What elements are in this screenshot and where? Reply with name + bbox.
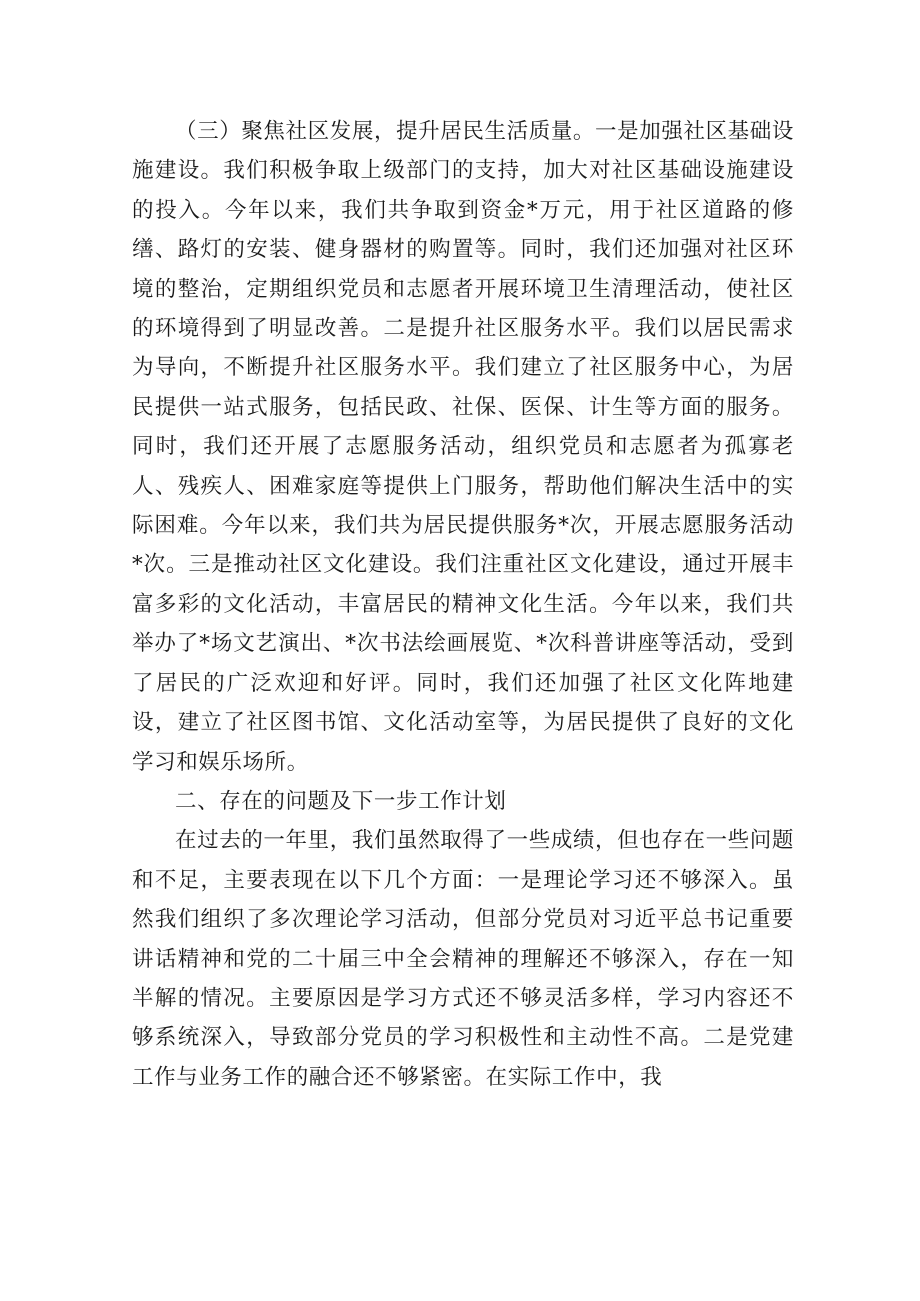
section-heading-problems-and-plan: 二、存在的问题及下一步工作计划: [175, 788, 507, 814]
paragraph-problems: 在过去的一年里，我们虽然取得了一些成绩，但也存在一些问题和不足，主要表现在以下几个方面：一是理论学习还不够深入。虽然我们组织了多次理论学习活动，但部分党员对习近平总书记重要讲话精神和党的二十届三中全会精神的理解还不够深入，存在一知半解的情况。主要原因是学习方式还不够灵活多样，学习内容还不够系统深入，导致部分党员的学习积极性和主动性不高。二是党建工作与业务工作的融合还不够紧密。在实际工作中，我: [132, 828, 794, 1090]
paragraph-community-development: （三）聚焦社区发展，提升居民生活质量。一是加强社区基础设施建设。我们积极争取上级部门的支持，加大对社区基础设施建设的投入。今年以来，我们共争取到资金*万元，用于社区道路的修缮、路灯的安装、健身器材的购置等。同时，我们还加强对社区环境的整治，定期组织党员和志愿者开展环境卫生清理活动，使社区的环境得到了明显改善。二是提升社区服务水平。我们以居民需求为导向，不断提升社区服务水平。我们建立了社区服务中心，为居民提供一站式服务，包括民政、社保、医保、计生等方面的服务。同时，我们还开展了志愿服务活动，组织党员和志愿者为孤寡老人、残疾人、困难家庭等提供上门服务，帮助他们解决生活中的实际困难。今年以来，我们共为居民提供服务*次，开展志愿服务活动*次。三是推动社区文化建设。我们注重社区文化建设，通过开展丰富多彩的文化活动，丰富居民的精神文化生活。今年以来，我们共举办了*场文艺演出、*次书法绘画展览、*次科普讲座等活动，受到了居民的广泛欢迎和好评。同时，我们还加强了社区文化阵地建设，建立了社区图书馆、文化活动室等，为居民提供了良好的文化学习和娱乐场所。: [132, 119, 794, 775]
document-body: [132, 112, 794, 1097]
